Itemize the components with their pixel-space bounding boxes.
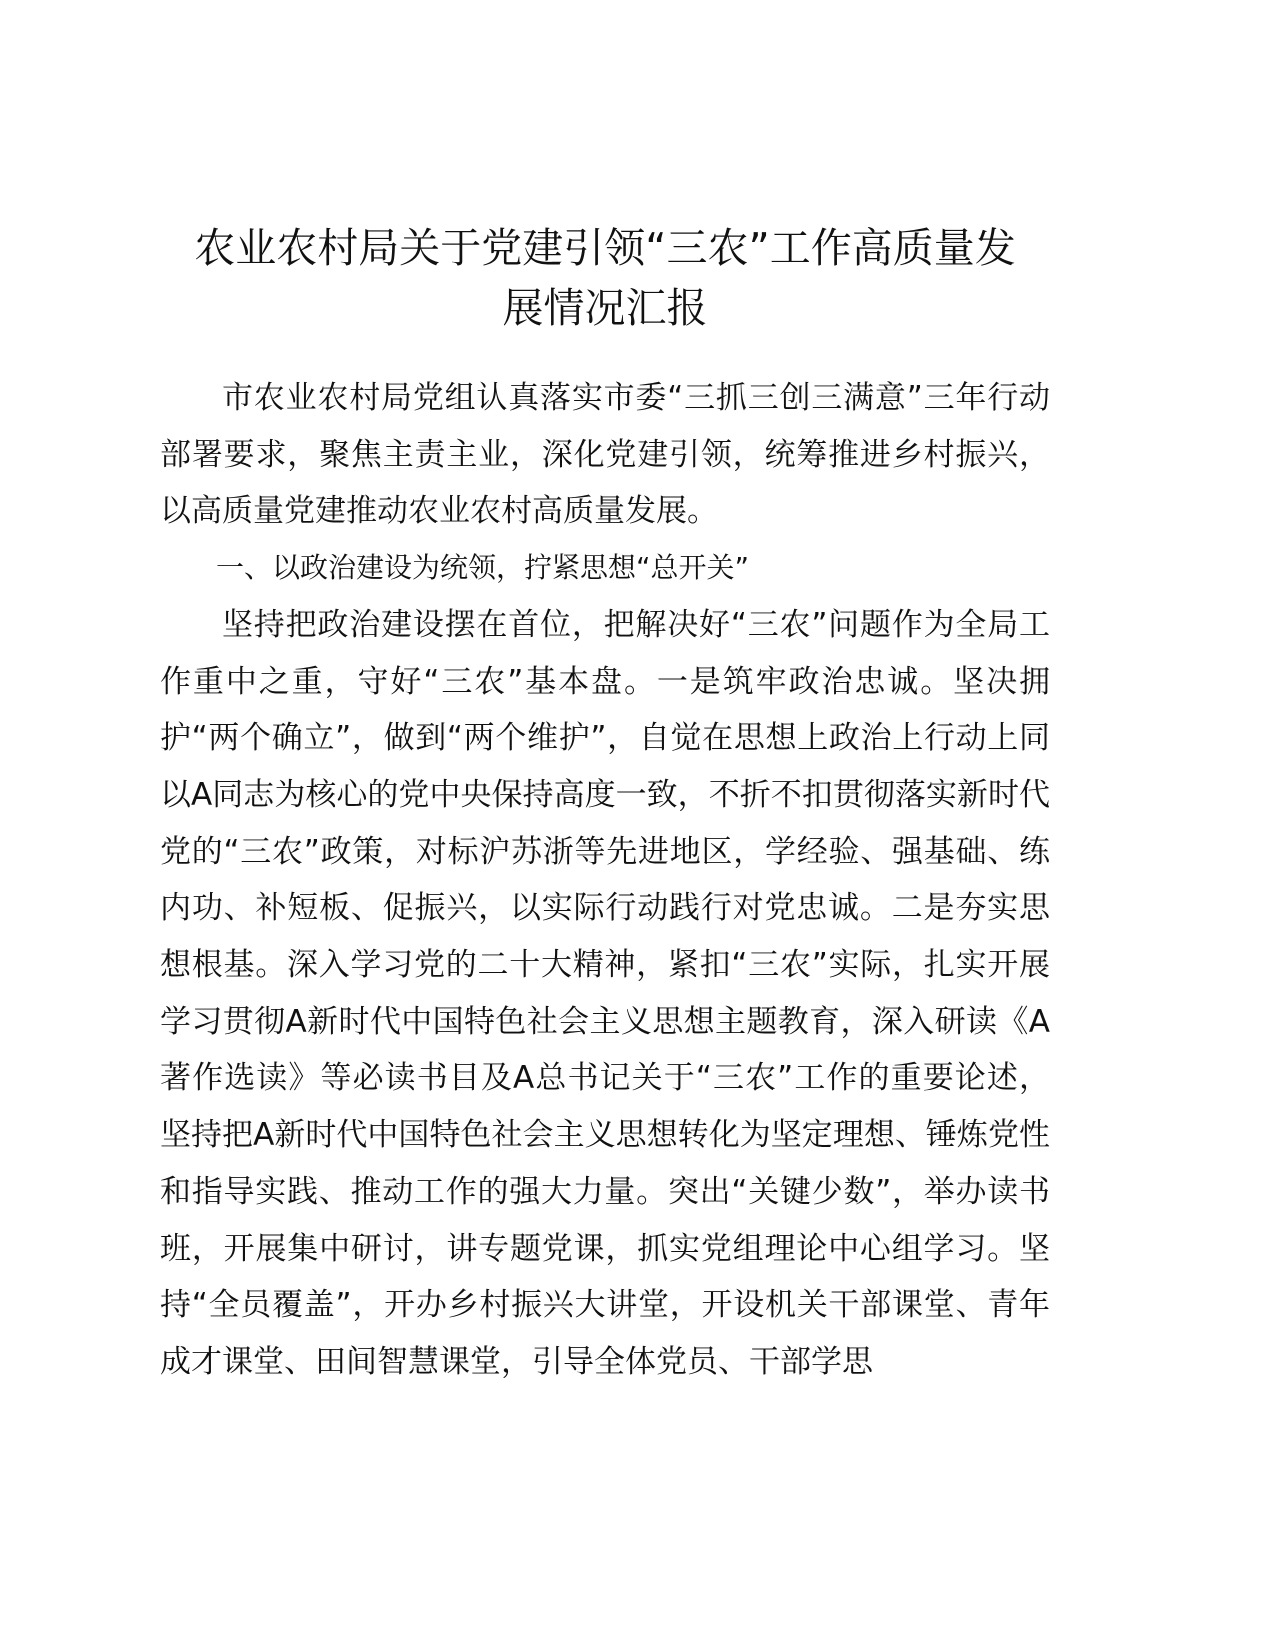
title-line-2: 展情况汇报 xyxy=(502,284,708,332)
document-body xyxy=(160,370,1050,1391)
title-line-1: 农业农村局关于党建引领“三农”工作高质量发 xyxy=(194,224,1016,272)
document-title xyxy=(160,218,1050,338)
section-1-heading: 一、以政治建设为统领，拧紧思想“总开关” xyxy=(216,551,750,585)
section-1-paragraph: 坚持把政治建设摆在首位，把解决好“三农”问题作为全局工作重中之重，守好“三农”基本盘。一是筑牢政治忠诚。坚决拥护“两个确立”，做到“两个维护”，自觉在思想上政治上行动上同以A同志为核心的党中央保持高度一致，不折不扣贯彻落实新时代党的“三农”政策，对标沪苏浙等先进地区，学经验、强基础、练内功、补短板、促振兴，以实际行动践行对党忠诚。二是夯实思想根基。深入学习党的二十大精神，紧扣“三农”实际，扎实开展学习贯彻A新时代中国特色社会主义思想主题教育，深入研读《A著作选读》等必读书目及A总书记关于“三农”工作的重要论述，坚持把A新时代中国特色社会主义思想转化为坚定理想、锤炼党性和指导实践、推动工作的强大力量。突出“关键少数”，举办读书班，开展集中研讨，讲专题党课，抓实党组理论中心组学习。坚持“全员覆盖”，开办乡村振兴大讲堂，开设机关干部课堂、青年成才课堂、田间智慧课堂，引导全体党员、干部学思 xyxy=(160,606,1050,1380)
intro-paragraph: 市农业农村局党组认真落实市委“三抓三创三满意”三年行动部署要求，聚焦主责主业，深化党建引领，统筹推进乡村振兴，以高质量党建推动农业农村高质量发展。 xyxy=(160,380,1050,530)
document-page xyxy=(160,218,1050,1391)
